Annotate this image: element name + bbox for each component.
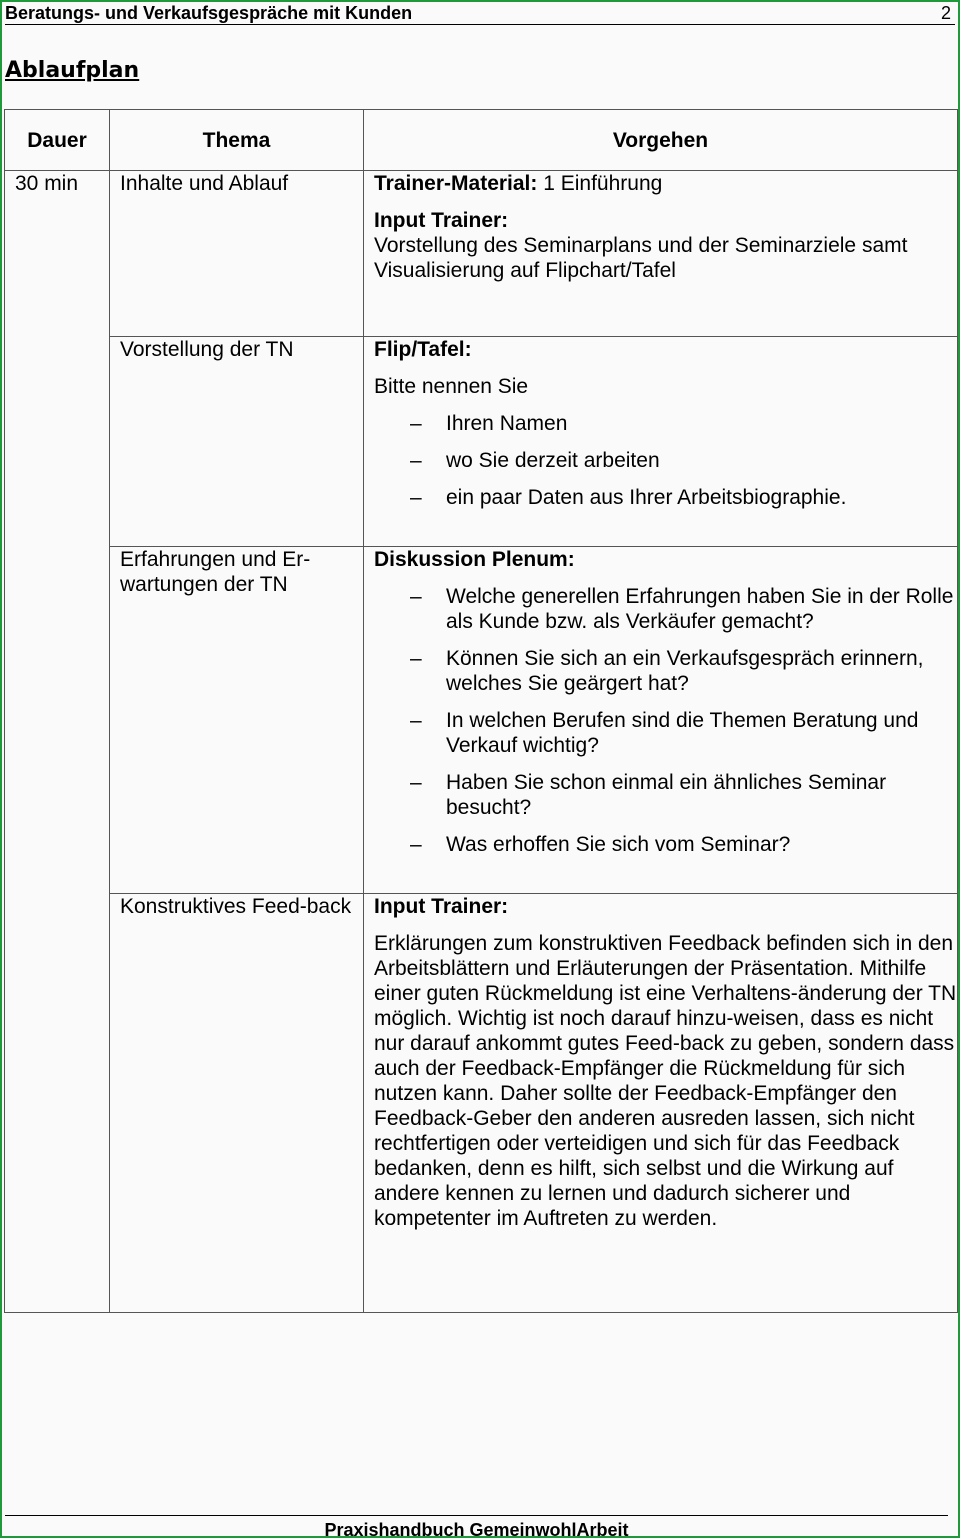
thema-cell: [110, 894, 364, 1313]
vorgehen-cell: [364, 894, 958, 1313]
list-item-text: Ihren Namen: [446, 412, 568, 435]
bullet-list: [374, 411, 957, 510]
vorgehen-cell: [364, 337, 958, 547]
list-item-text: In welchen Berufen sind die Themen Beratung und Verkauf wichtig?: [446, 709, 919, 757]
list-item: [374, 411, 957, 436]
table-row: [5, 171, 958, 337]
list-item-text: ein paar Daten aus Ihrer Arbeitsbiographie.: [446, 486, 847, 509]
dash-marker: –: [410, 771, 422, 794]
method-label: Input Trainer:: [374, 895, 509, 918]
list-item: [374, 448, 957, 473]
dash-marker: –: [410, 585, 422, 608]
dash-marker: –: [410, 709, 422, 732]
thema-text: Konstruktives Feed-back: [120, 895, 352, 918]
duration-cell: [5, 171, 110, 1313]
thema-text: Erfahrungen und Er-wartungen der TN: [120, 548, 311, 596]
table-row: [5, 337, 958, 547]
column-header-vorgehen: Vorgehen: [364, 110, 958, 171]
bullet-list: [374, 584, 957, 857]
column-header-thema: Thema: [110, 110, 364, 171]
list-item: [374, 770, 957, 820]
dash-marker: –: [410, 647, 422, 670]
method-label: Flip/Tafel:: [374, 338, 472, 361]
list-item-text: Haben Sie schon einmal ein ähnliches Seminar besucht?: [446, 771, 887, 819]
page-number: 2: [940, 3, 951, 23]
list-item: [374, 485, 957, 510]
thema-text: Vorstellung der TN: [120, 338, 294, 361]
list-item-text: Können Sie sich an ein Verkaufsgespräch erinnern, welches Sie geärgert hat?: [446, 647, 924, 695]
dash-marker: –: [410, 486, 422, 509]
thema-cell: [110, 171, 364, 337]
schedule-table: [4, 109, 958, 1313]
section-title: Ablaufplan: [5, 58, 140, 83]
list-item: [374, 584, 957, 634]
list-item: [374, 832, 957, 857]
material-label: Trainer-Material:: [374, 172, 538, 195]
running-header: [5, 2, 955, 25]
list-item-text: wo Sie derzeit arbeiten: [446, 449, 660, 472]
thema-cell: [110, 337, 364, 547]
header-title: Beratungs- und Verkaufsgespräche mit Kunden: [5, 3, 413, 23]
material-value: 1 Einführung: [537, 172, 663, 195]
vorgehen-cell: [364, 171, 958, 337]
table-row: [5, 547, 958, 894]
column-header-dauer: Dauer: [5, 110, 110, 171]
list-item: [374, 646, 957, 696]
thema-cell: [110, 547, 364, 894]
input-text: Vorstellung des Seminarplans und der Seminarziele samt Visualisierung auf Flipchart/Tafel: [374, 234, 908, 282]
table-row: [5, 894, 958, 1313]
list-item: [374, 708, 957, 758]
duration-value: 30 min: [15, 172, 79, 195]
dash-marker: –: [410, 412, 422, 435]
table-header-row: [5, 110, 958, 171]
method-label: Diskussion Plenum:: [374, 548, 575, 571]
input-label: Input Trainer:: [374, 209, 509, 232]
dash-marker: –: [410, 449, 422, 472]
feedback-paragraph: Erklärungen zum konstruktiven Feedback befinden sich in den Arbeitsblättern und Erläuterungen der Präsentation. Mithilfe einer guten Rückmeldung ist eine Verhaltens-änderung der TN möglich. Wichtig ist noch darauf hinzu-weisen, dass es nicht nur darauf ankommt gutes Feed-back zu geben, sondern dass auch der Feedback-Empfänger die Rückmeldung für sich nutzen kann. Daher sollte der Feedback-Empfänger den Feedback-Geber den anderen ausreden lassen, sich nicht rechtfertigen oder verteidigen und sich für das Feedback bedanken, denn es hilft, sich selbst und die Wirkung auf andere kennen zu lernen und dadurch sicherer und kompetenter im Auftreten zu werden.: [374, 932, 957, 1230]
vorgehen-cell: [364, 547, 958, 894]
list-item-text: Welche generellen Erfahrungen haben Sie in der Rolle als Kunde bzw. als Verkäufer gemacht?: [446, 585, 954, 633]
thema-text: Inhalte und Ablauf: [120, 172, 289, 195]
page-footer: Praxishandbuch GemeinwohlArbeit: [5, 1515, 948, 1538]
dash-marker: –: [410, 833, 422, 856]
list-item-text: Was erhoffen Sie sich vom Seminar?: [446, 833, 791, 856]
intro-text: Bitte nennen Sie: [374, 375, 529, 398]
